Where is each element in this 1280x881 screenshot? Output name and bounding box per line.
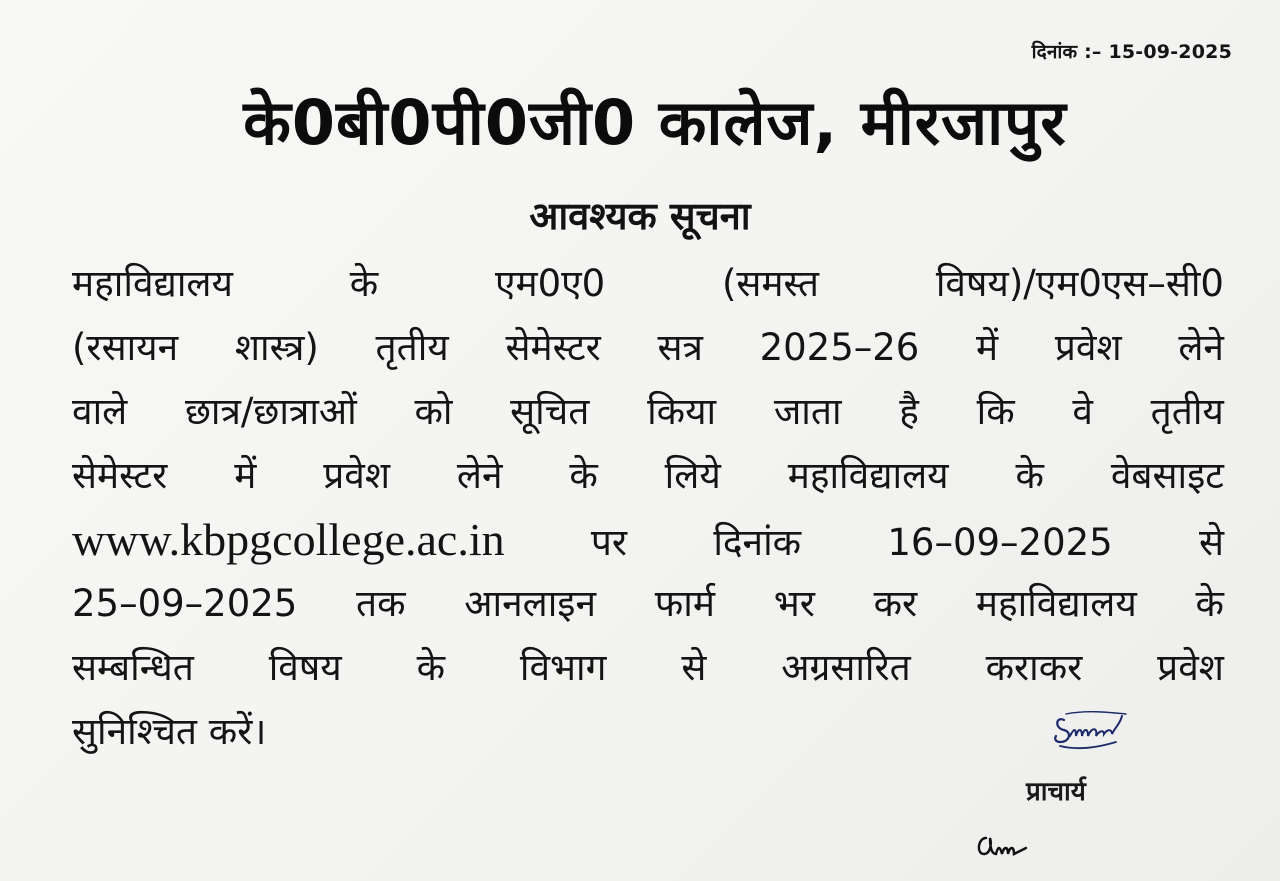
notice-word: छात्र/छात्राओं: [184, 390, 357, 433]
signature-image: [1046, 706, 1136, 756]
notice-word: कि: [976, 390, 1015, 433]
notice-word: विषय)/एम0एस–सी0: [935, 262, 1224, 305]
website-url: www.kbpgcollege.ac.in: [72, 514, 505, 565]
notice-word: एम0ए0: [495, 262, 606, 305]
notice-word: सम्बन्धित: [72, 646, 194, 689]
notice-word: के: [349, 262, 379, 305]
notice-word: सत्र: [657, 326, 703, 369]
notice-word: वे: [1072, 390, 1093, 433]
notice-word: सेमेस्टर: [72, 454, 168, 497]
notice-word: पर: [590, 521, 628, 564]
notice-word: भर: [773, 582, 815, 625]
notice-word: शास्त्र): [234, 326, 319, 369]
notice-heading: आवश्यक सूचना: [529, 194, 751, 238]
notice-body: [72, 252, 1224, 764]
notice-word: वाले: [72, 390, 128, 433]
notice-word: 25–09–2025: [72, 582, 298, 625]
notice-body-line: [72, 380, 1224, 444]
notice-word: आनलाइन: [464, 582, 597, 625]
notice-word: (रसायन: [72, 326, 179, 369]
notice-word: है: [899, 390, 919, 433]
notice-word: प्रवेश: [1157, 646, 1224, 689]
notice-word: अग्रसारित: [781, 646, 911, 689]
notice-word: सुनिश्चित करें।: [72, 710, 267, 753]
notice-word: लेने: [456, 454, 503, 497]
notice-word: के: [569, 454, 598, 497]
notice-body-line: [72, 572, 1224, 636]
notice-body-line: [72, 508, 1224, 572]
notice-word: को: [414, 390, 453, 433]
notice-word: दिनांक: [713, 521, 802, 564]
notice-word: विभाग: [519, 646, 607, 689]
notice-word: किया: [647, 390, 717, 433]
notice-word: के: [1015, 454, 1044, 497]
notice-word: लिये: [664, 454, 721, 497]
notice-word: विषय: [268, 646, 342, 689]
notice-word: कराकर: [985, 646, 1083, 689]
notice-word: प्रवेश: [323, 454, 390, 497]
notice-word: तृतीय: [1150, 390, 1224, 433]
notice-word: तक: [356, 582, 406, 625]
notice-word: कर: [873, 582, 918, 625]
notice-word: महाविद्यालय: [787, 454, 949, 497]
notice-body-line: [72, 444, 1224, 508]
principal-label: प्राचार्य: [1026, 777, 1086, 807]
notice-word: वेबसाइट: [1110, 454, 1224, 497]
notice-word: 2025–26: [759, 326, 920, 369]
initials-signature-image: [972, 826, 1032, 864]
notice-date: दिनांक :– 15-09-2025: [1031, 41, 1232, 63]
notice-word: में: [234, 454, 257, 497]
notice-word: में: [976, 326, 999, 369]
notice-word: जाता: [773, 390, 842, 433]
notice-word: से: [681, 646, 707, 689]
college-name: के0बी0पी0जी0 कालेज, मीरजापुर: [243, 86, 1067, 159]
notice-body-line: [72, 316, 1224, 380]
notice-word: सूचित: [510, 390, 590, 433]
notice-word: के: [416, 646, 445, 689]
notice-word: महाविद्यालय: [975, 582, 1137, 625]
notice-word: के: [1195, 582, 1224, 625]
notice-word: लेने: [1178, 326, 1224, 369]
notice-word: प्रवेश: [1054, 326, 1122, 369]
notice-body-line: [72, 636, 1224, 700]
notice-word: 16–09–2025: [887, 521, 1113, 564]
notice-word: तृतीय: [375, 326, 449, 369]
notice-body-line: [72, 252, 1224, 316]
notice-word: सेमेस्टर: [505, 326, 601, 369]
notice-word: (समस्त: [721, 262, 820, 305]
notice-word: महाविद्यालय: [72, 262, 233, 305]
notice-word: से: [1198, 521, 1224, 564]
notice-word: फार्म: [654, 582, 715, 625]
